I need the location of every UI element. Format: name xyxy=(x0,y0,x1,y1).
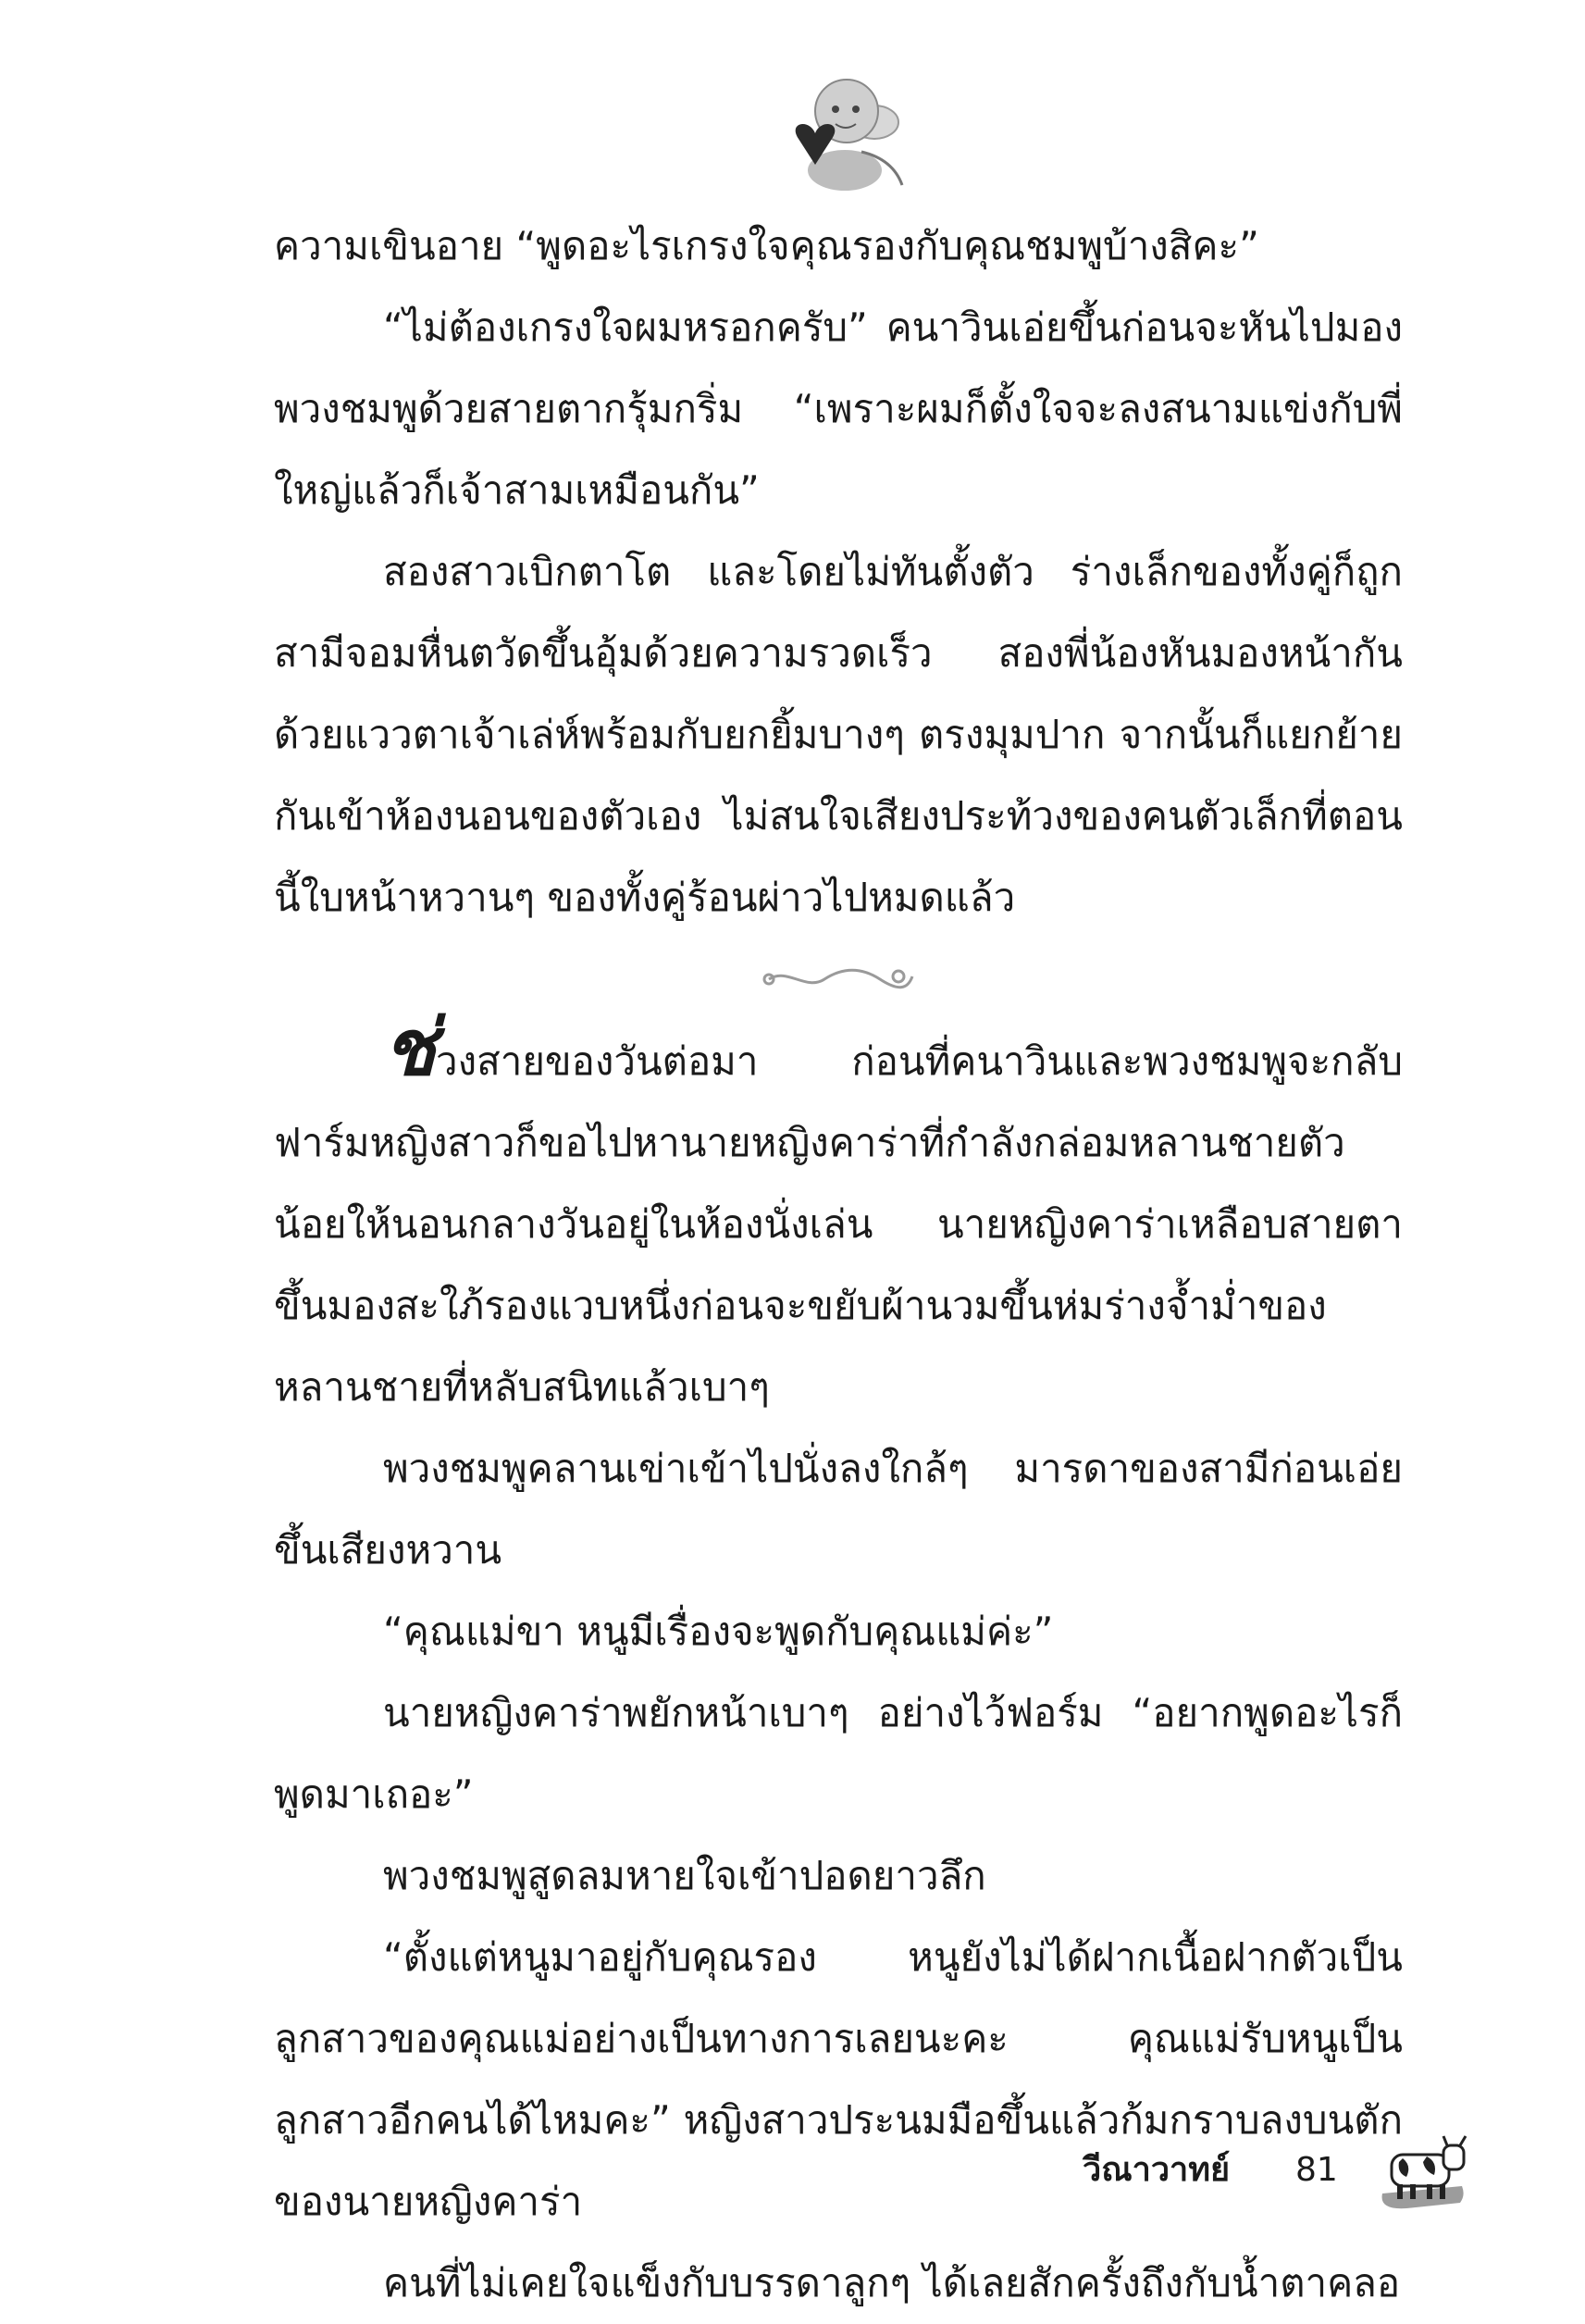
page-footer xyxy=(1083,2129,1471,2212)
paragraph: สองสาวเบิกตาโต และโดยไม่ทันตั้งตัว ร่างเล็กของทั้งคู่ก็ถูกสามีจอมหื่นตวัดขึ้นอุ้มด้วยความรวดเร็ว สองพี่น้องหันมองหน้ากันด้วยแววตาเจ้าเล่ห์พร้อมกับยกยิ้มบางๆ ตรงมุมปาก จากนั้นก็แยกย้ายกันเข้าห้องนอนของตัวเอง ไม่สนใจเสียงประท้วงของคนตัวเล็กที่ตอนนี้ใบหน้าหวานๆ ของทั้งคู่ร้อนผ่าวไปหมดแล้ว xyxy=(274,549,1403,920)
body-text xyxy=(274,205,1403,2324)
paragraph: “คุณแม่ขา หนูมีเรื่องจะพูดกับคุณแม่ค่ะ” xyxy=(383,1609,1054,1654)
dropcap-paragraph xyxy=(274,1001,1403,1428)
ornament-divider-icon xyxy=(760,963,917,995)
paragraph: “ไม่ต้องเกรงใจผมหรอกครับ” คนาวินเอ่ยขึ้นก่อนจะหันไปมองพวงชมพูด้วยสายตากรุ้มกริ่ม “เพราะผมก็ตั้งใจจะลงสนามแข่งกับพี่ใหญ่แล้วก็เจ้าสามเหมือนกัน” xyxy=(274,304,1403,513)
paragraph: ความเขินอาย “พูดอะไรเกรงใจคุณรองกับคุณชมพูบ้างสิคะ” xyxy=(274,223,1259,268)
section-divider xyxy=(274,938,1403,1020)
paragraph: พวงชมพูคลานเข่าเข้าไปนั่งลงใกล้ๆ มารดาของสามีก่อนเอ่ยขึ้นเสียงหวาน xyxy=(274,1446,1403,1572)
book-title: วีณาวาทย์ xyxy=(1083,2151,1231,2189)
cherub-heart-icon xyxy=(773,67,911,196)
paragraph: นายหญิงคาร่าพยักหน้าเบาๆ อย่างไว้ฟอร์ม “อยากพูดอะไรก็พูดมาเถอะ” xyxy=(274,1690,1403,1817)
dropcap-rest: วงสายของวันต่อมา ก่อนที่คนาวินและพวงชมพูจะกลับฟาร์มหญิงสาวก็ขอไปหานายหญิงคาร่าที่กำลังกล่อมหลานชายตัวน้อยให้นอนกลางวันอยู่ในห้องนั่งเล่น นายหญิงคาร่าเหลือบสายตาขึ้นมองสะใภ้รองแวบหนึ่งก่อนจะขยับผ้านวมขึ้นห่มร่างจ้ำม่ำของหลานชายที่หลับสนิทแล้วเบาๆ xyxy=(274,1038,1403,1410)
drop-cap: ช่ xyxy=(383,1001,437,1093)
paragraph: พวงชมพูสูดลมหายใจเข้าปอดยาวลึก xyxy=(383,1853,986,1898)
paragraph: คนที่ไม่เคยใจแข็งกับบรรดาลูกๆ ได้เลยสักครั้งถึงกับน้ำตาคลอ xyxy=(383,2260,1401,2305)
paragraph: “ตั้งแต่หนูมาอยู่กับคุณรอง หนูยังไม่ได้ฝากเนื้อฝากตัวเป็นลูกสาวของคุณแม่อย่างเป็นทางการเลยนะคะ คุณแม่รับหนูเป็นลูกสาวอีกคนได้ไหมคะ” หญิงสาวประนมมือขึ้นแล้วก้มกราบลงบนตักของนายหญิงคาร่า xyxy=(274,1934,1403,2224)
cow-icon xyxy=(1369,2129,1471,2212)
page-number: 81 xyxy=(1295,2151,1338,2189)
